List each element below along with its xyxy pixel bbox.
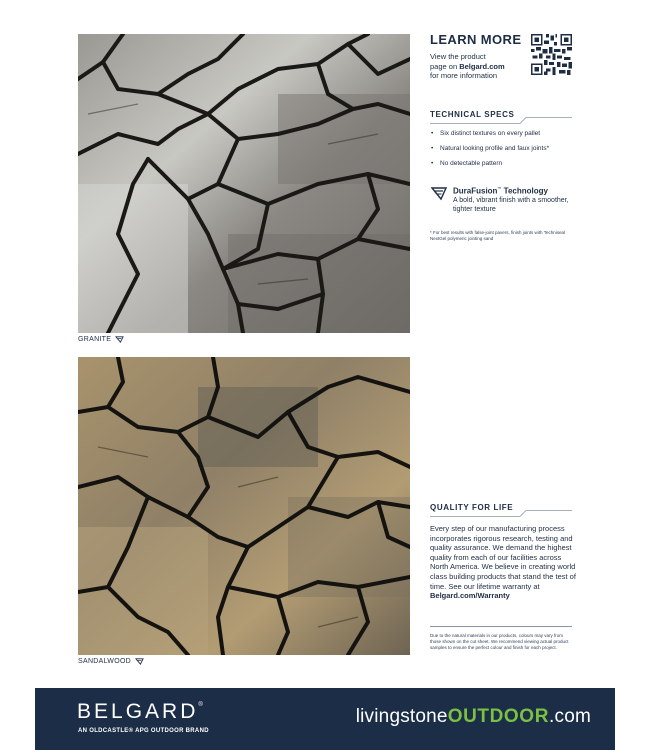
durafusion-block bbox=[431, 185, 576, 217]
durafusion-icon bbox=[115, 335, 124, 344]
spec-footnote: * For best results with false-joint pavers, finish joints with Techniseal NextGel polymeric jointing sand bbox=[430, 230, 565, 241]
quality-body: Every step of our manufacturing process incorporates rigorous research, testing and quality assurance. We demand the highest quality from each of our facilities across North America. We believe in creating world class building products that stand the test of time. See our lifetime warranty at Belgard.com/Warranty bbox=[430, 524, 576, 601]
durafusion-icon bbox=[431, 185, 447, 201]
granite-caption: GRANITE bbox=[78, 335, 124, 344]
qr-code-icon[interactable] bbox=[531, 34, 572, 75]
colour-disclaimer: Due to the natural materials in our products, colours may vary from those shown on the cut sheet. We recommend viewing actual product samples to ensure the perfect colour and finish for each project. bbox=[430, 633, 569, 650]
durafusion-title: DuraFusion™ Technology bbox=[453, 186, 548, 196]
belgard-link[interactable]: Belgard.com bbox=[459, 61, 505, 71]
brand-tagline: AN OLDCASTLE® APG OUTDOOR BRAND bbox=[78, 728, 209, 734]
footer-banner bbox=[35, 688, 615, 750]
list-item: • No detectable pattern bbox=[430, 160, 575, 168]
list-item: • Natural looking profile and faux joints* bbox=[430, 145, 575, 153]
learn-more-section bbox=[430, 32, 540, 81]
sandalwood-paver-photo bbox=[78, 357, 410, 655]
granite-paver-photo bbox=[78, 34, 410, 333]
sandalwood-caption: SANDALWOOD bbox=[78, 657, 144, 666]
belgard-logo: BELGARD® bbox=[77, 700, 203, 723]
learn-more-title: LEARN MORE bbox=[430, 32, 522, 47]
durafusion-description: A bold, vibrant finish with a smoother, tighter texture bbox=[453, 197, 569, 213]
spec-list bbox=[430, 130, 575, 175]
list-item: • Six distinct textures on every pallet bbox=[430, 130, 575, 138]
livingstone-website-link[interactable]: livingstoneOUTDOOR.com bbox=[355, 706, 591, 727]
quality-heading: QUALITY FOR LIFE bbox=[430, 499, 572, 517]
warranty-link[interactable]: Belgard.com/Warranty bbox=[430, 591, 510, 601]
learn-more-text: View the product page on Belgard.com for more information bbox=[430, 52, 505, 80]
divider bbox=[430, 626, 572, 627]
technical-specs-heading: TECHNICAL SPECS bbox=[430, 106, 572, 124]
durafusion-icon bbox=[135, 657, 144, 666]
